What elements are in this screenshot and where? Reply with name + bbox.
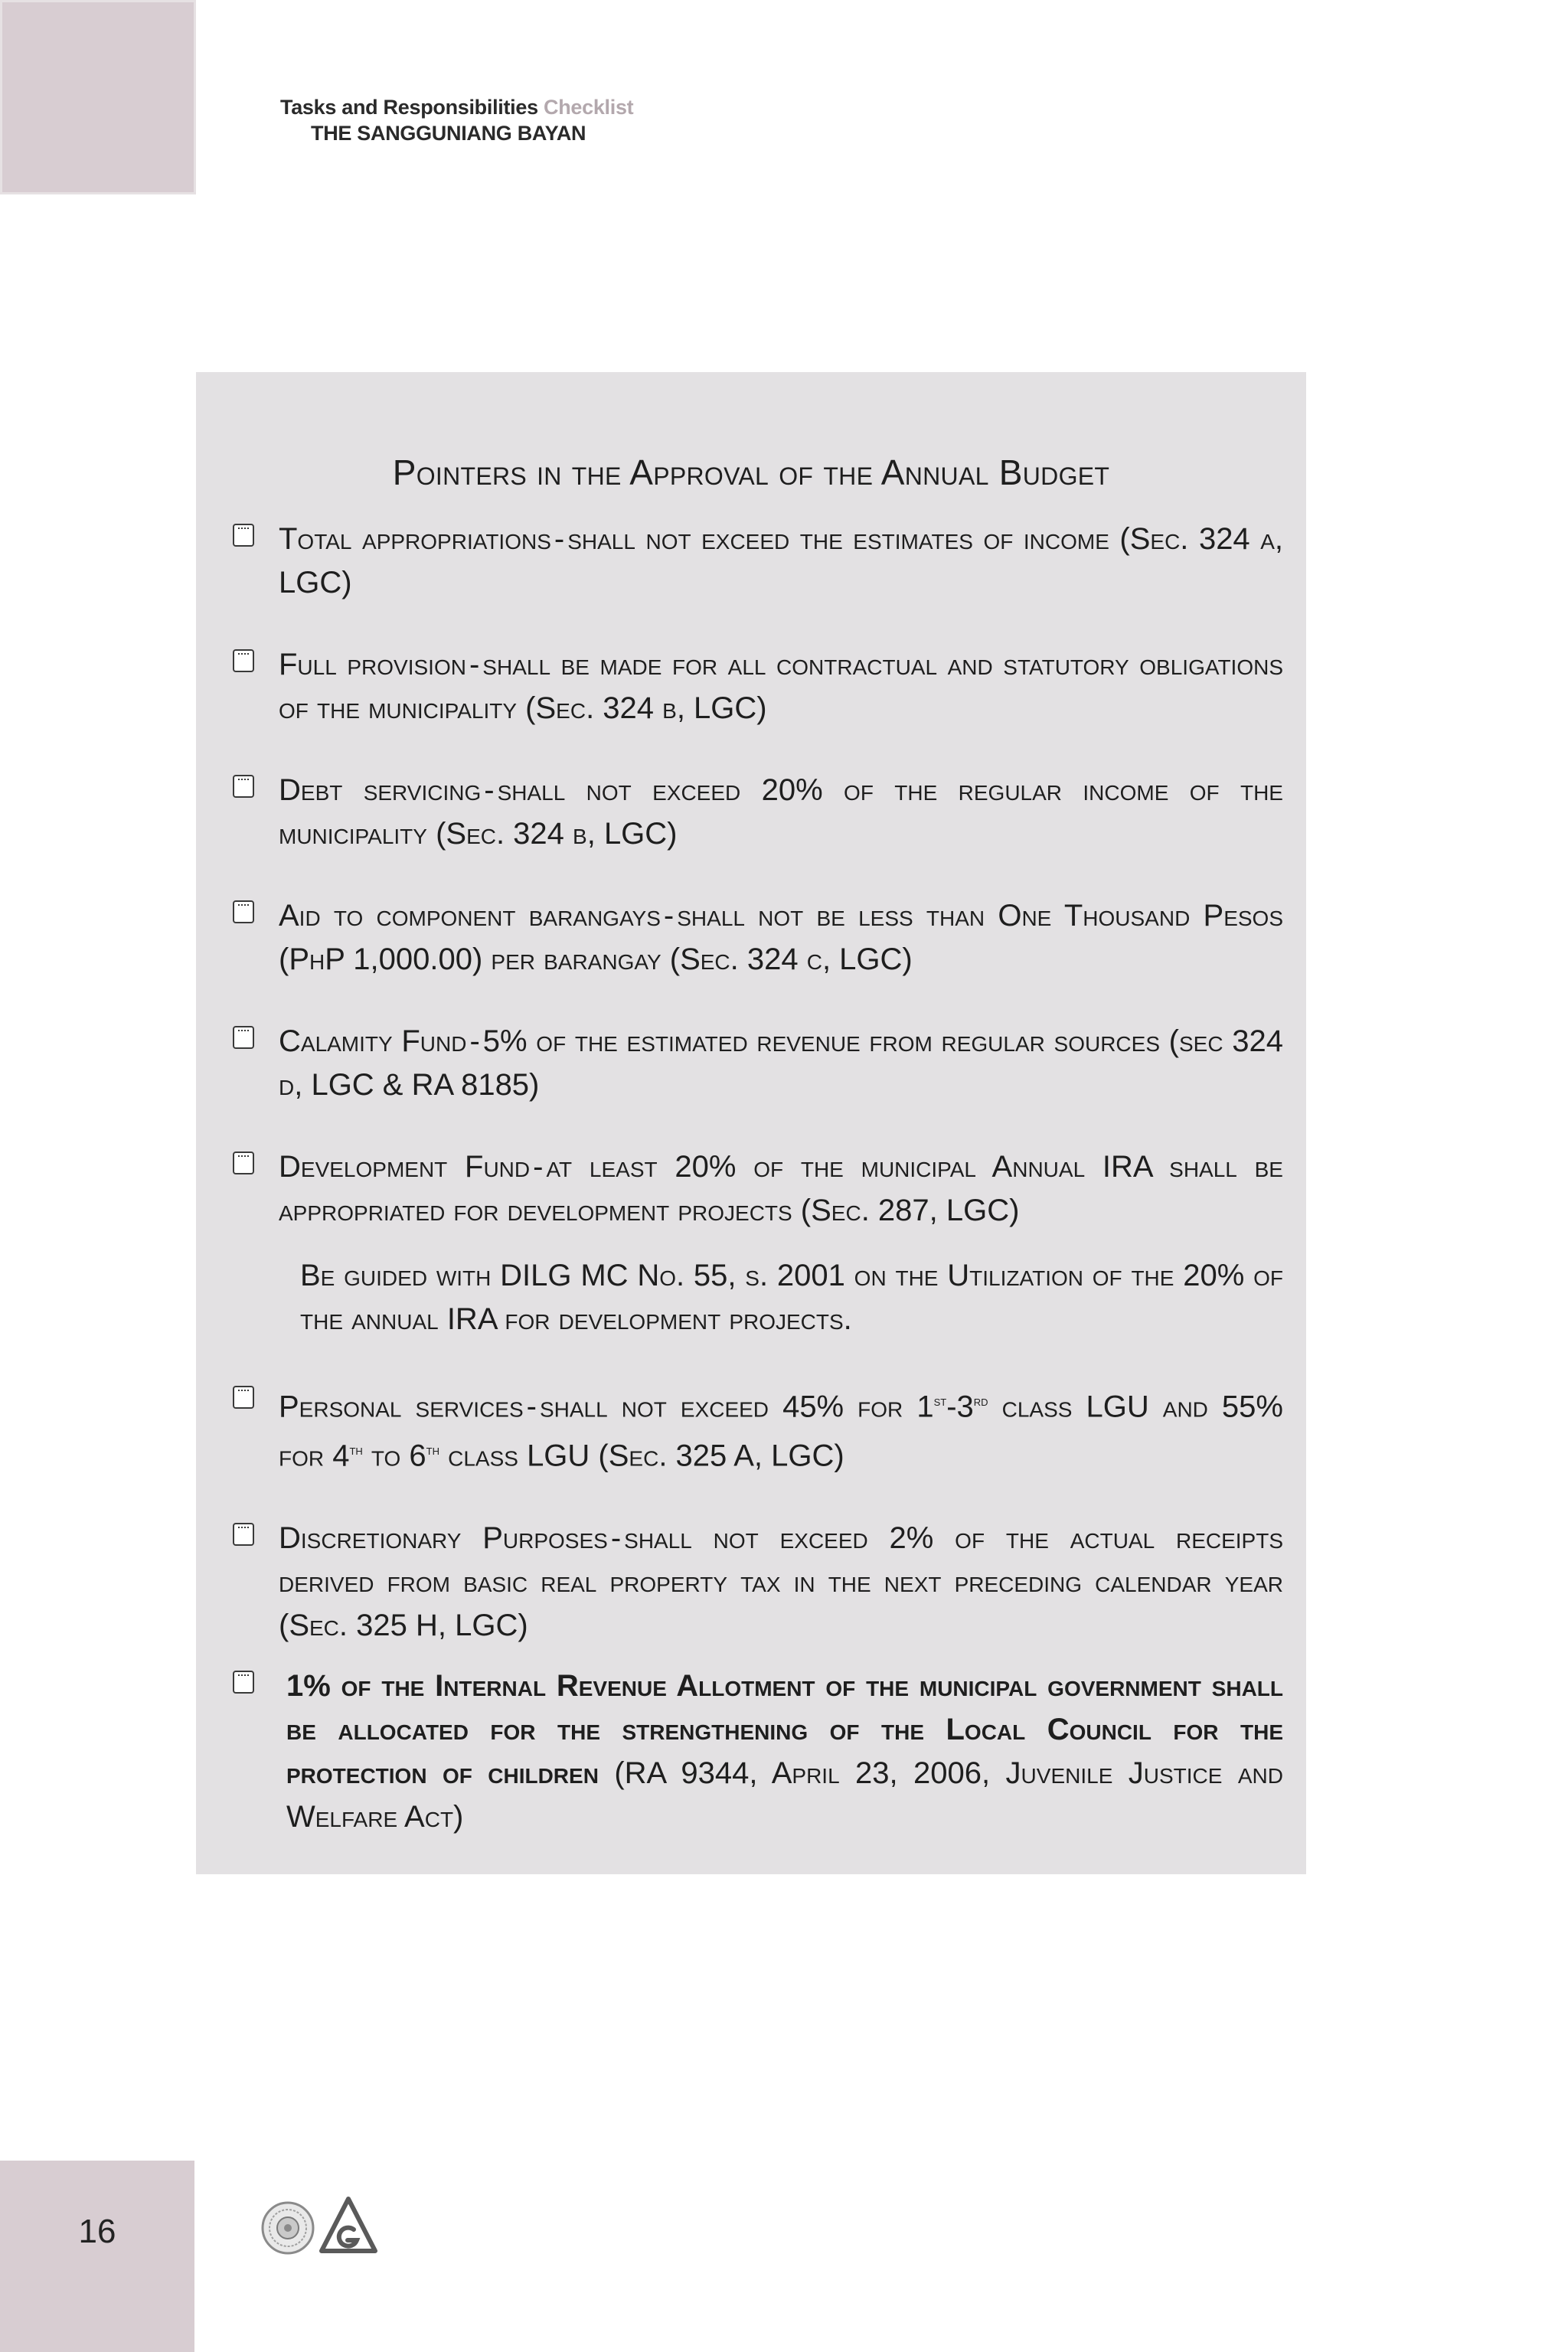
checkbox-icon[interactable] bbox=[233, 1523, 254, 1546]
checklist-item-text bbox=[279, 518, 1283, 605]
budget-pointers-panel bbox=[196, 372, 1306, 1874]
item-body: (RA 9344, April 23, 2006, Juvenile Justice and Welfare Act) bbox=[286, 1756, 1283, 1834]
item-lead: Personal services bbox=[279, 1390, 524, 1424]
item-separator: - bbox=[554, 522, 565, 556]
municipal-seal-icon bbox=[260, 2200, 315, 2256]
item-separator: - bbox=[469, 1024, 480, 1058]
panel-title: Pointers in the Approval of the Annual Budget bbox=[392, 452, 1110, 492]
checklist-item-text bbox=[279, 769, 1283, 856]
checkbox-icon[interactable] bbox=[233, 649, 254, 672]
item-separator: - bbox=[484, 773, 495, 807]
checklist-item bbox=[233, 518, 1283, 605]
item-body: shall not exceed the estimates of income (Sec. 324 a, LGC) bbox=[279, 522, 1284, 599]
item-body: shall be made for all contractual and statutory obligations of the municipality (Sec. 324 b, LGC) bbox=[279, 648, 1284, 725]
checklist-item bbox=[233, 769, 1283, 856]
checklist-item bbox=[233, 1145, 1283, 1233]
item-lead: Full provision bbox=[279, 648, 466, 681]
header-title-main: Tasks and Responsibilities bbox=[280, 96, 538, 119]
item-separator: - bbox=[469, 648, 480, 681]
item-body: shall not exceed 45% for 1 bbox=[539, 1390, 934, 1424]
item-lead: Aid to component barangays bbox=[279, 899, 661, 933]
header-title-accent: Checklist bbox=[544, 96, 634, 119]
item-body: to 6 bbox=[362, 1439, 426, 1473]
checklist bbox=[233, 518, 1283, 1839]
item-body: at least 20% of the municipal Annual IRA shall be appropriated for development projects (Sec. 287, LGC) bbox=[279, 1150, 1283, 1227]
checklist-item bbox=[233, 894, 1283, 982]
superscript: st bbox=[933, 1393, 947, 1409]
checklist-item bbox=[233, 1517, 1283, 1648]
checkbox-icon[interactable] bbox=[233, 900, 254, 923]
superscript: th bbox=[349, 1442, 363, 1459]
item-lead: Total appropriations bbox=[279, 522, 551, 556]
item-body: shall not be less than One Thousand Pesos (PhP 1,000.00) per barangay (Sec. 324 c, LGC) bbox=[279, 899, 1283, 976]
top-left-corner-block bbox=[0, 0, 196, 194]
checklist-item-text bbox=[279, 1380, 1283, 1478]
checklist-item bbox=[233, 1664, 1283, 1839]
header-title bbox=[280, 95, 633, 121]
item-lead: Development Fund bbox=[279, 1150, 531, 1184]
checkbox-icon[interactable] bbox=[233, 1152, 254, 1174]
checkbox-icon[interactable] bbox=[233, 775, 254, 798]
checkbox-icon[interactable] bbox=[233, 1671, 254, 1694]
header-subtitle: THE SANGGUNIANG BAYAN bbox=[311, 121, 586, 145]
checklist-item-text bbox=[279, 894, 1283, 982]
guidance-note: Be guided with DILG MC No. 55, s. 2001 on the Utilization of the 20% of the annual IRA for development projects. bbox=[300, 1259, 1283, 1336]
item-lead: Discretionary Purposes bbox=[279, 1521, 608, 1555]
checklist-item-text bbox=[279, 1020, 1283, 1107]
checklist-item-text bbox=[279, 1664, 1283, 1839]
item-body: shall not exceed 20% of the regular income of the municipality (Sec. 324 b, LGC) bbox=[279, 773, 1283, 851]
item-body: -3 bbox=[946, 1390, 974, 1424]
checkbox-icon[interactable] bbox=[233, 524, 254, 547]
checklist-item bbox=[233, 1020, 1283, 1107]
checklist-item bbox=[233, 1380, 1283, 1478]
item-body: class LGU (Sec. 325 A, LGC) bbox=[439, 1439, 844, 1473]
page-number: 16 bbox=[78, 2213, 116, 2250]
checklist-item-text bbox=[279, 643, 1283, 730]
page-header bbox=[280, 95, 633, 147]
item-body: shall not exceed 2% of the actual receipts derived from basic real property tax in the next preceding calendar year (Sec. 325 H, LGC) bbox=[279, 1521, 1283, 1642]
checkbox-icon[interactable] bbox=[233, 1386, 254, 1409]
item-bold-text: 1% of the Internal Revenue Allotment of the municipal government shall be allocated for the strengthening of the Local Council for the protection of children bbox=[286, 1668, 1283, 1790]
item-body: 5% of the estimated revenue from regular sources (sec 324 d, LGC & RA 8185) bbox=[279, 1024, 1283, 1102]
checklist-item-text bbox=[279, 1517, 1283, 1648]
item-separator: - bbox=[610, 1521, 622, 1555]
superscript: rd bbox=[973, 1393, 988, 1409]
item-body: class LGU and 55% for 4 bbox=[279, 1390, 1283, 1473]
bottom-left-corner-block bbox=[0, 2161, 194, 2352]
item-separator: - bbox=[663, 899, 675, 933]
item-lead: Debt servicing bbox=[279, 773, 482, 807]
item-lead: Calamity Fund bbox=[279, 1024, 467, 1058]
checklist-item bbox=[233, 643, 1283, 730]
checklist-item-text bbox=[279, 1145, 1283, 1233]
item-separator: - bbox=[526, 1390, 537, 1424]
agency-logo-icon bbox=[318, 2196, 378, 2256]
item-separator: - bbox=[533, 1150, 544, 1184]
superscript: th bbox=[426, 1442, 440, 1459]
checkbox-icon[interactable] bbox=[233, 1026, 254, 1049]
